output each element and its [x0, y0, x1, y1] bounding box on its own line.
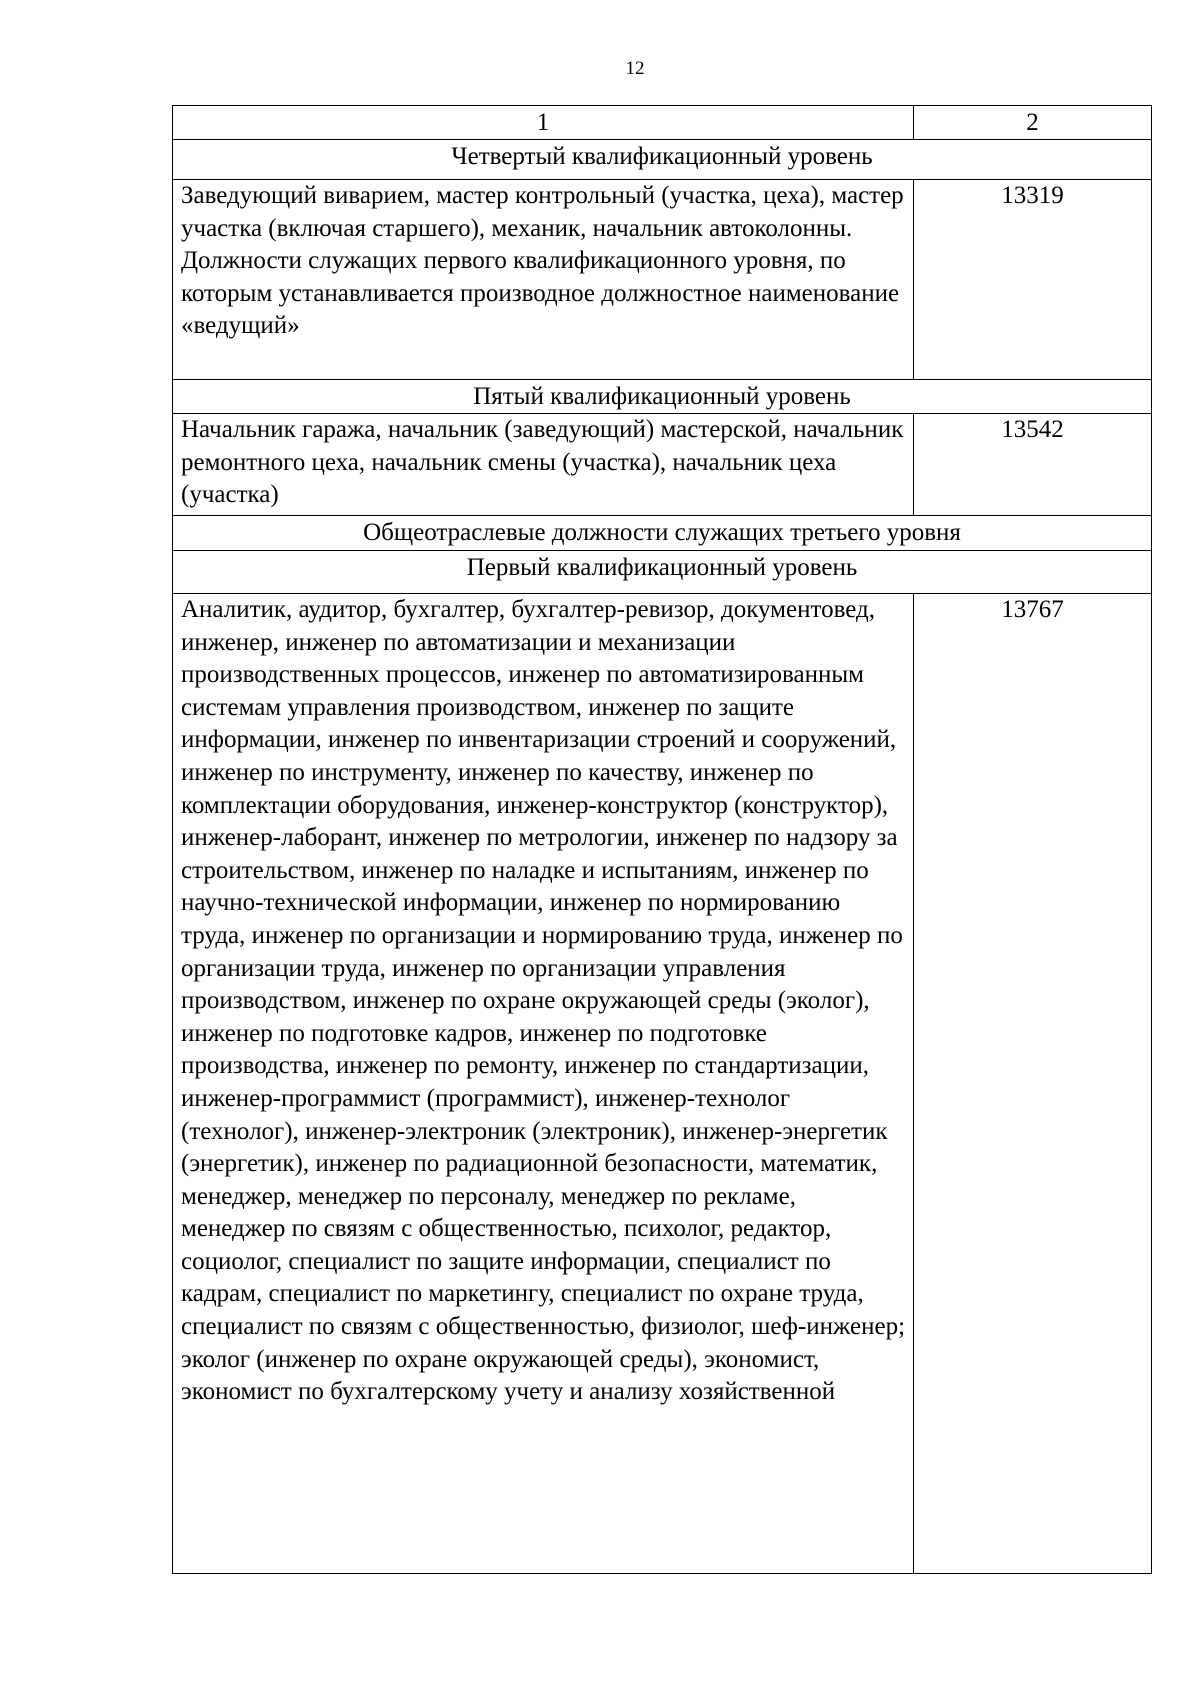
- section-title-level-4: Четвертый квалификационный уровень: [173, 140, 1152, 180]
- position-list-text: Начальник гаража, начальник (заведующий) мастерской, начальник ремонтного цеха, начальник смены (участка), начальник цеха (участка): [181, 416, 904, 509]
- column-header-2: 2: [914, 106, 1152, 140]
- position-list-text: Должности служащих первого квалификационного уровня, по которым устанавливается производное должностное наименование «ведущий»: [181, 247, 900, 340]
- section-row: [173, 516, 1152, 551]
- qualification-table: [172, 105, 1152, 1574]
- section-row: [173, 140, 1152, 180]
- section-title-level-5: Пятый квалификационный уровень: [173, 380, 1152, 414]
- table-row: [173, 594, 1152, 1574]
- section-title-general-positions: Общеотраслевые должности служащих третьего уровня: [173, 516, 1152, 551]
- position-list-cell: [173, 594, 914, 1574]
- section-row: [173, 551, 1152, 594]
- code-cell: 13319: [914, 180, 1152, 380]
- table-row: [173, 180, 1152, 380]
- code-cell: 13767: [914, 594, 1152, 1574]
- position-list-cell: [173, 180, 914, 380]
- position-list-cell: [173, 414, 914, 516]
- code-cell: 13542: [914, 414, 1152, 516]
- table-header-row: [173, 106, 1152, 140]
- page-number: 12: [625, 58, 645, 79]
- section-title-level-1: Первый квалификационный уровень: [173, 551, 1152, 594]
- column-header-1: 1: [173, 106, 914, 140]
- table-row: [173, 414, 1152, 516]
- position-list-text: Аналитик, аудитор, бухгалтер, бухгалтер-ревизор, документовед, инженер, инженер по автоматизации и механизации производственных процессов, инженер по автоматизированным системам управления производством, инженер по защите информации, инженер по инвентаризации строений и сооружений, инженер по инструменту, инженер по качеству, инженер по комплектации оборудования, инженер-конструктор (конструктор), инженер-лаборант, инженер по метрологии, инженер по надзору за строительством, инженер по наладке и испытаниям, инженер по научно-технической информации, инженер по нормированию труда, инженер по организации и нормированию труда, инженер по организации труда, инженер по организации управления производством, инженер по охране окружающей среды (эколог), инженер по подготовке кадров, инженер по подготовке производства, инженер по ремонту, инженер по стандартизации, инженер-программист (программист), инженер-технолог (технолог), инженер-электроник (электроник), инженер-энергетик (энергетик), инженер по радиационной безопасности, математик, менеджер, менеджер по персоналу, менеджер по рекламе, менеджер по связям с общественностью, психолог, редактор, социолог, специалист по защите информации, специалист по кадрам, специалист по маркетингу, специалист по охране труда, специалист по связям с общественностью, физиолог, шеф-инженер; эколог (инженер по охране окружающей среды), экономист, экономист по бухгалтерскому учету и анализу хозяйственной: [181, 596, 906, 1406]
- position-list-text: Заведующий виварием, мастер контрольный (участка, цеха), мастер участка (включая старшего), механик, начальник автоколонны.: [181, 182, 904, 242]
- section-row: [173, 380, 1152, 414]
